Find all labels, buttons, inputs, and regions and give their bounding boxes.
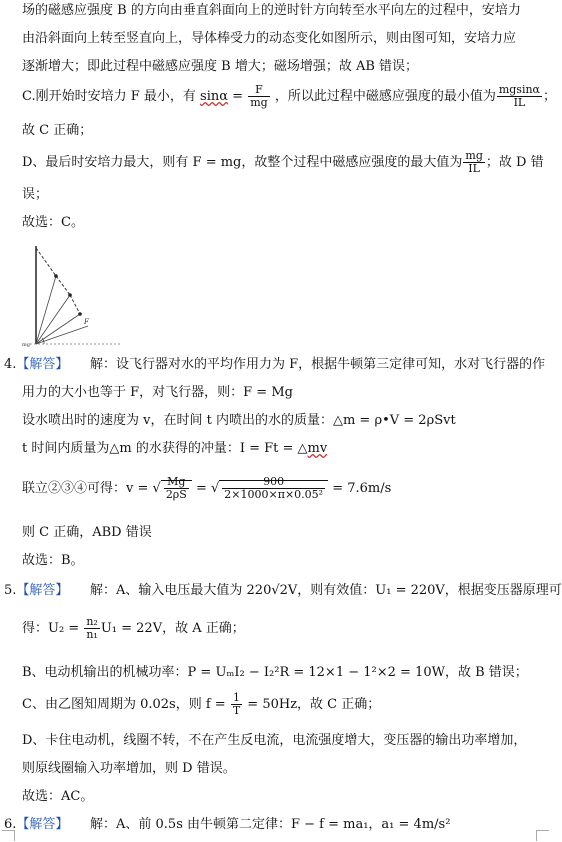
text-line: 场的磁感应强度 B 的方向由垂直斜面向上的逆时针方向转至水平向左的过程中，安培力 (22, 3, 521, 18)
fraction-900: $\frac{900}{\text{2×1000×π×0.05²}}$ (224, 475, 324, 501)
text-line: 故 C 正确； (22, 123, 93, 138)
force-diagram (18, 240, 128, 350)
text-line: 解：设飞行器对水的平均作用力为 F，根据牛顿第三定律可知，水对飞行器的作 (90, 357, 546, 372)
question-number-6: 6.【解答】 (4, 817, 69, 832)
text-line: D、卡住电动机，线圈不转，不在产生反电流，电流强度增大，变压器的输出功率增加， (22, 733, 527, 748)
text-line-u2: 得：U₂ = $\frac{\text{n₂}}{\text{n₁}}$ U₁ = 22V，故 A 正确； (22, 615, 245, 641)
answer-line: 故选：C。 (22, 215, 84, 230)
text-line-c-min: C.刚开始时安培力 F 最小，有 sinα = $\frac{F}{mg}$ ，所以此过程中磁感应强度的最小值为 $\frac{mgsin\alpha}{IL}$ ； (22, 83, 556, 109)
text-line: 由沿斜面向上转至竖直向上，导体棒受力的动态变化如图所示，则由图可知，安培力应 (22, 31, 517, 46)
fraction-1-over-t: $\frac{1}{T}$ (232, 691, 241, 717)
page-corner-mark (2, 830, 15, 841)
text-line: 逐渐增大；即此过程中磁感应强度 B 增大；磁场增强；故 AB 错误； (22, 59, 419, 74)
text-line-d-max: D、最后时安培力最大，则有 F = mg，故整个过程中磁感应强度的最大值为 $\frac{mg}{IL}$ ；故 D 错 (22, 149, 544, 175)
text-line: 解：A、输入电压最大值为 220√2V，则有效值：U₁ = 220V，根据变压器原理可 (90, 583, 562, 598)
fraction-mg-over-il: $\frac{mg}{IL}$ (465, 149, 483, 175)
weight-label-mg: mg (22, 342, 30, 348)
fraction-n2-over-n1: $\frac{\text{n₂}}{\text{n₁}}$ (86, 615, 98, 641)
fraction-f-over-mg: $\frac{F}{mg}$ (250, 83, 268, 109)
text-line-formula-v: 联立②③④可得：v = √ $\frac{Mg}{2\rho S}$ = √ $\frac{900}{\text{2×1000×π×0.05²}}$ = 7.6m/s (22, 475, 392, 501)
text-line: 则原线圈输入功率增加，则 D 错误。 (22, 761, 236, 776)
force-label-f: F (84, 318, 89, 326)
page-corner-mark (536, 830, 549, 841)
text-line: 误； (22, 187, 49, 202)
text-line: B、电动机输出的机械功率：P = UₘI₂ − I₂²R = 12×1 − 1²×2 = 10W，故 B 错误； (22, 665, 528, 680)
fraction-mg-over-2rhos: $\frac{Mg}{2\rho S}$ (165, 475, 187, 501)
answer-line: 故选：B。 (22, 553, 84, 568)
text-line: 设水喷出时的速度为 v，在时间 t 内喷出的水的质量：△m = ρ•V = 2ρSvt (22, 413, 456, 428)
text-line: t 时间内质量为△m 的水获得的冲量：I = Ft = △mv (22, 441, 328, 456)
question-number-4: 4.【解答】 (4, 357, 69, 372)
text-line: 解：A、前 0.5s 由牛顿第二定律：F − f = ma₁，a₁ = 4m/s² (90, 817, 451, 832)
fraction-mgsin-over-il: $\frac{mgsin\alpha}{IL}$ (498, 83, 540, 109)
answer-line: 故选：AC。 (22, 789, 94, 804)
text-line-frequency: C、由乙图知周期为 0.02s，则 f = $\frac{1}{T}$ = 50Hz，故 C 正确； (22, 691, 381, 717)
text-line: 则 C 正确，ABD 错误 (22, 525, 152, 540)
question-number-5: 5.【解答】 (4, 583, 69, 598)
text-line: 用力的大小也等于 F，对飞行器，则：F = Mg (22, 385, 293, 400)
